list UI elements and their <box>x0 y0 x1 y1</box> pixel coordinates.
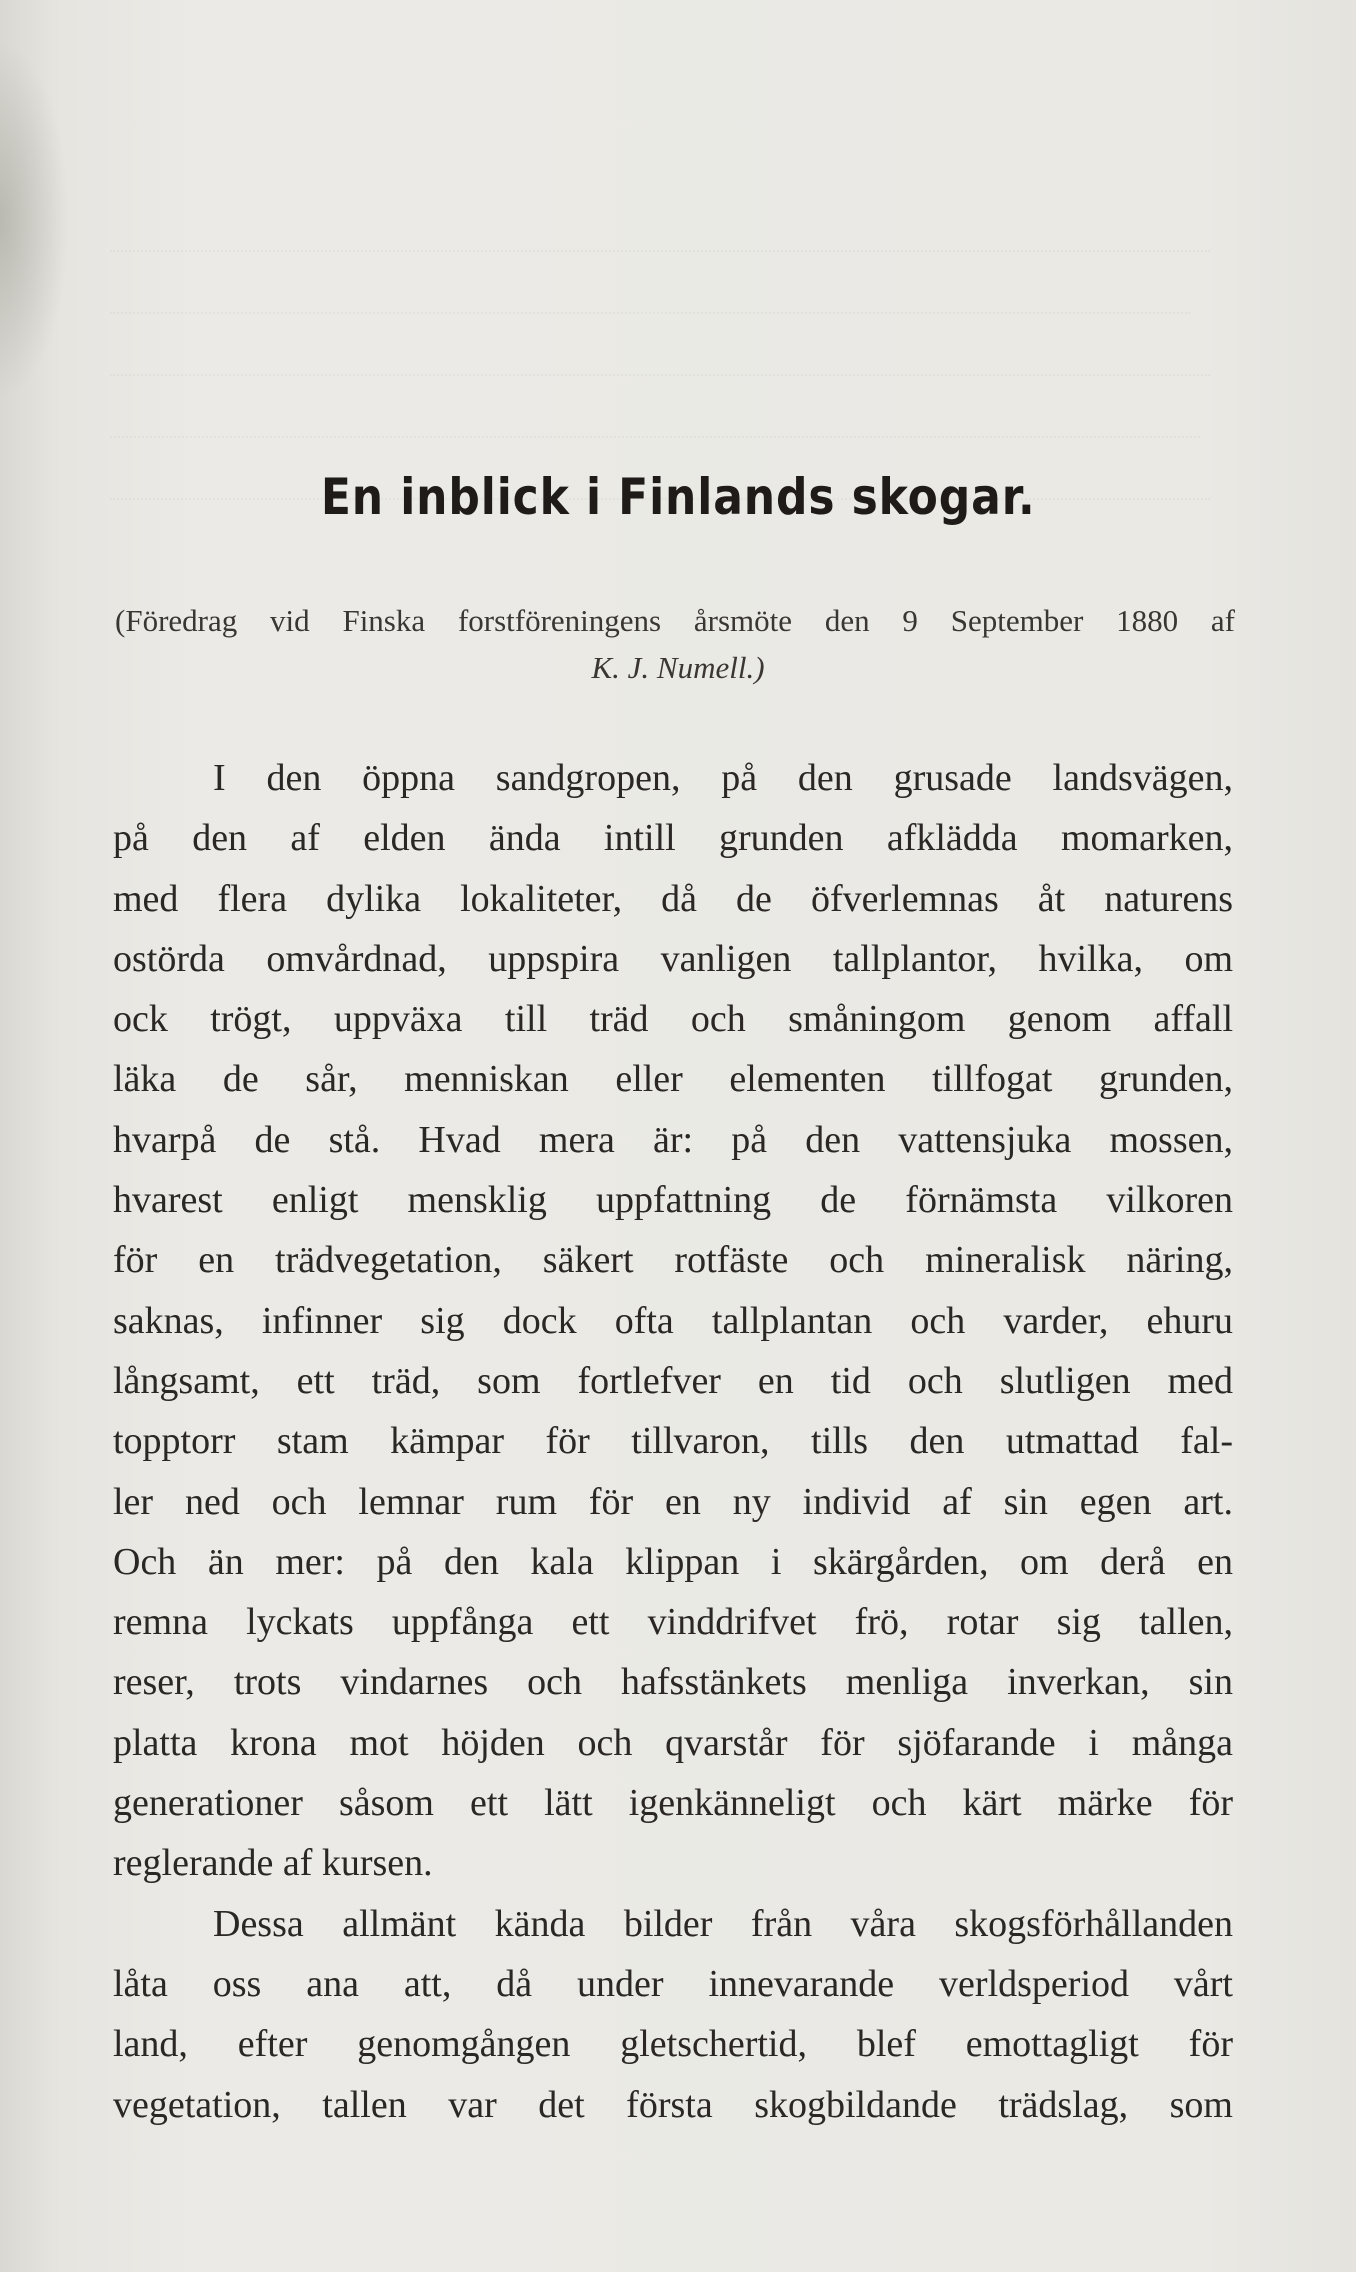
text-line: generationer såsom ett lätt igenkänneligt och kärt märke för <box>113 1782 1233 1825</box>
text-line: saknas, infinner sig dock ofta tallplantan och varder, ehuru <box>113 1299 1233 1342</box>
article-author: K. J. Numell.) <box>591 650 765 685</box>
bleed-through-texture <box>110 190 1240 500</box>
paragraph-1 <box>113 748 1233 1894</box>
text-line: land, efter genomgången gletschertid, blef emottagligt för <box>113 2023 1233 2066</box>
text-line: låta oss ana att, då under innevarande verldsperiod vårt <box>113 1962 1233 2005</box>
text-line: läka de sår, menniskan eller elementen tillfogat grunden, <box>113 1058 1233 1101</box>
binding-shadow <box>0 40 70 400</box>
text-line: reser, trots vindarnes och hafsstänkets menliga inverkan, sin <box>113 1661 1233 1704</box>
paragraph-2 <box>113 1894 1233 2135</box>
text-line: ler ned och lemnar rum för en ny individ af sin egen art. <box>113 1480 1233 1523</box>
text-line: topptorr stam kämpar för tillvaron, tills den utmattad fal- <box>113 1420 1233 1463</box>
article-title: En inblick i Finlands skogar. <box>320 468 1036 526</box>
text-line: för en trädvegetation, säkert rotfäste och mineralisk näring, <box>113 1239 1233 1282</box>
body-text <box>113 748 1233 2135</box>
text-line: ock trögt, uppväxa till träd och småningom genom affall <box>113 998 1233 1041</box>
text-line: reglerande af kursen. <box>113 1842 433 1885</box>
text-line: Dessa allmänt kända bilder från våra skogsförhållanden <box>213 1902 1233 1945</box>
text-line: Och än mer: på den kala klippan i skärgården, om derå en <box>113 1540 1233 1583</box>
text-line: långsamt, ett träd, som fortlefver en tid och slutligen med <box>113 1359 1233 1402</box>
text-line: vegetation, tallen var det första skogbildande trädslag, som <box>113 2083 1233 2126</box>
article-subtitle: (Föredrag vid Finska forstföreningens årsmöte den 9 September 1880 af <box>115 603 1235 638</box>
text-line: remna lyckats uppfånga ett vinddrifvet frö, rotar sig tallen, <box>113 1601 1233 1644</box>
text-line: I den öppna sandgropen, på den grusade landsvägen, <box>213 757 1233 799</box>
text-line: hvarest enligt mensklig uppfattning de förnämsta vilkoren <box>113 1179 1233 1222</box>
text-line: på den af elden ända intill grunden afklädda momarken, <box>113 817 1233 860</box>
text-line: platta krona mot höjden och qvarstår för sjöfarande i många <box>113 1721 1233 1764</box>
text-line: ostörda omvårdnad, uppspira vanligen tallplantor, hvilka, om <box>113 937 1233 980</box>
text-line: hvarpå de stå. Hvad mera är: på den vattensjuka mossen, <box>113 1118 1233 1161</box>
text-line: med flera dylika lokaliteter, då de öfverlemnas åt naturens <box>113 877 1233 920</box>
